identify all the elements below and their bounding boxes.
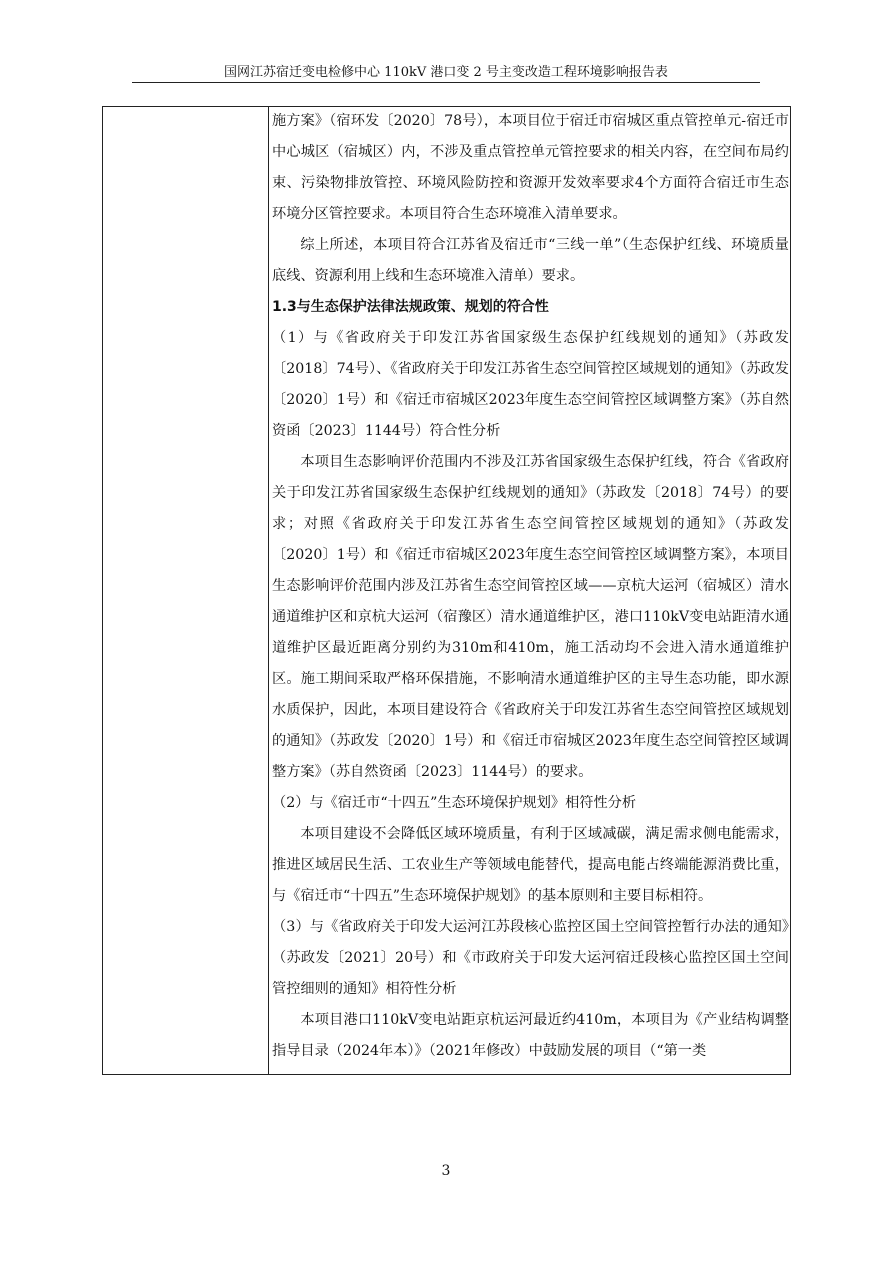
subsection-1-body: 本项目生态影响评价范围内不涉及江苏省国家级生态保护红线，符合《省政府关于印发江苏省国家级生态保护红线规划的通知》（苏政发〔2018〕74号）的要求；对照《省政府关于印发江苏省生态空间管控区域规划的通知》（苏政发〔2020〕1号）和《宿迁市宿城区2023年度生态空间管控区域调整方案》，本项目生态影响评价范围内涉及江苏省生态空间管控区域——京杭大运河（宿城区）清水通道维护区和京杭大运河（宿豫区）清水通道维护区，港口110kV变电站距清水通道维护区最近距离分别约为310m和410m，施工活动均不会进入清水通道维护区。施工期间采取严格环保措施，不影响清水通道维护区的主导生态功能，即水源水质保护，因此，本项目建设符合《省政府关于印发江苏省生态空间管控区域规划的通知》（苏政发〔2020〕1号）和《宿迁市宿城区2023年度生态空间管控区域调整方案》（苏自然资函〔2023〕1144号）的要求。 <box>272 454 789 780</box>
subsection-2-body: 本项目建设不会降低区域环境质量，有利于区域减碳，满足需求侧电能需求，推进区域居民生活、工农业生产等领域电能替代，提高电能占终端能源消费比重，与《宿迁市“十四五”生态环境保护规划》的基本原则和主要目标相符。 <box>272 826 789 904</box>
subsection-1-title: （1）与《省政府关于印发江苏省国家级生态保护红线规划的通知》（苏政发〔2018〕74号）、《省政府关于印发江苏省生态空间管控区域规划的通知》（苏政发〔2020〕1号）和《宿迁市宿城区2023年度生态空间管控区域调整方案》（苏自然资函〔2023〕1144号）符合性分析 <box>272 330 789 439</box>
paragraph-continuation: 施方案》（宿环发〔2020〕78号），本项目位于宿迁市宿城区重点管控单元-宿迁市中心城区（宿城区）内，不涉及重点管控单元管控要求的相关内容，在空间布局约束、污染物排放管控、环境风险防控和资源开发效率要求4个方面符合宿迁市生态环境分区管控要求。本项目符合生态环境准入清单要求。 <box>272 113 789 222</box>
page-header: 国网江苏宿迁变电检修中心 110kV 港口变 2 号主变改造工程环境影响报告表 <box>224 65 668 80</box>
subsection-3-title: （3）与《省政府关于印发大运河江苏段核心监控区国土空间管控暂行办法的通知》（苏政发〔2021〕20号）和《市政府关于印发大运河宿迁段核心监控区国土空间管控细则的通知》相符性分析 <box>272 919 789 997</box>
table-content-cell <box>272 106 789 1067</box>
table-left-column <box>103 107 269 1074</box>
paragraph-summary: 综上所述，本项目符合江苏省及宿迁市“三线一单”（生态保护红线、环境质量底线、资源利用上线和生态环境准入清单）要求。 <box>272 237 789 284</box>
section-heading: 1.3与生态保护法律法规政策、规划的符合性 <box>272 299 549 315</box>
header-rule <box>132 82 760 83</box>
subsection-2-title: （2）与《宿迁市“十四五”生态环境保护规划》相符性分析 <box>272 795 637 811</box>
subsection-3-body: 本项目港口110kV变电站距京杭运河最近约410m，本项目为《产业结构调整指导目录（2024年本）》（2021年修改）中鼓励发展的项目（“第一类 <box>272 1012 789 1059</box>
page-number: 3 <box>441 1163 451 1179</box>
